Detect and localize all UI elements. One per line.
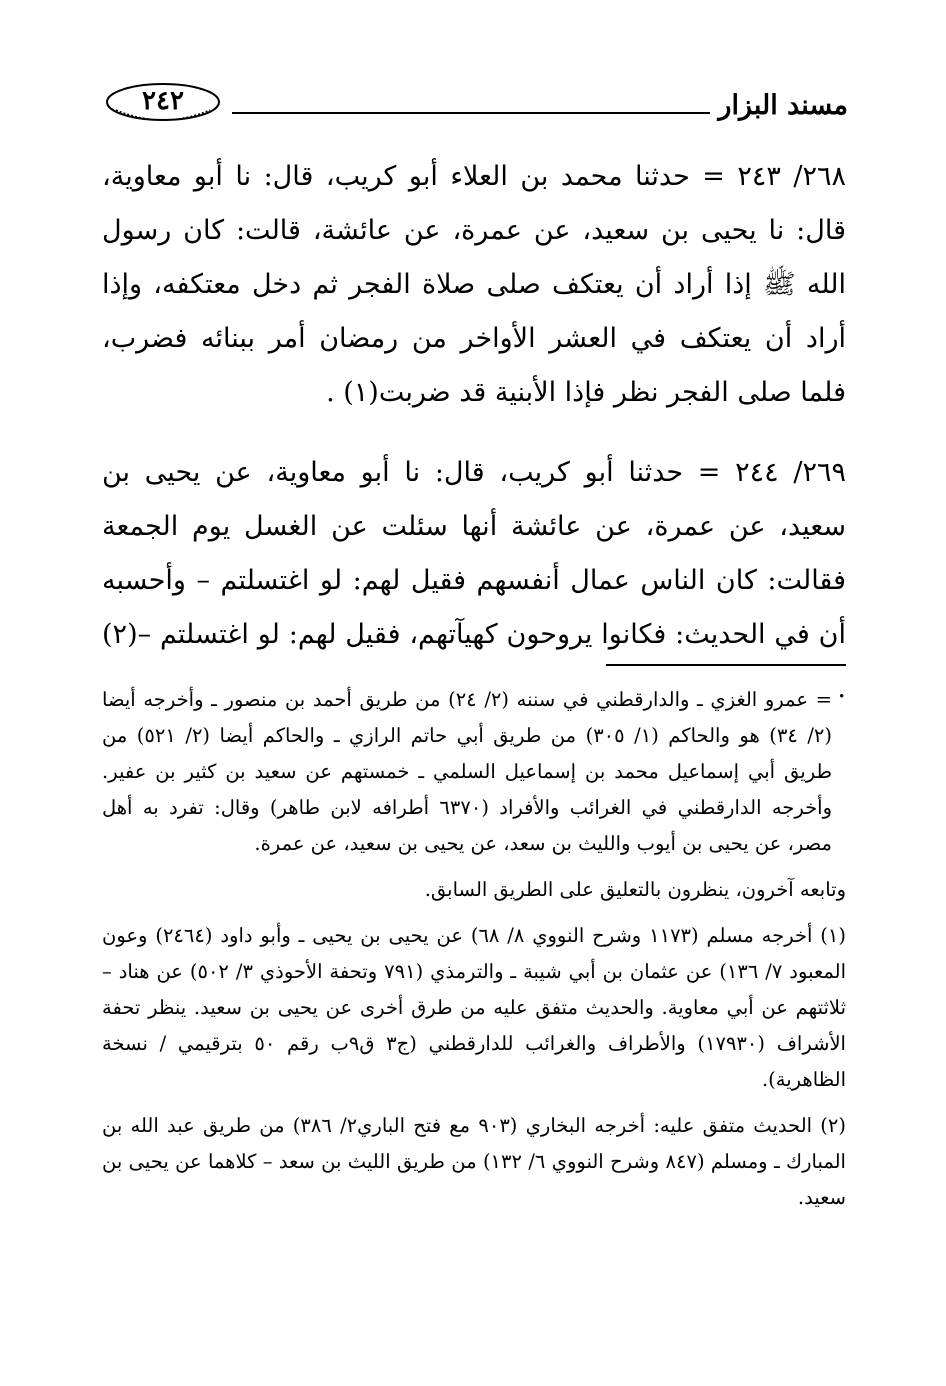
hadith-268: ٢٦٨/ ٢٤٣ = حدثنا محمد بن العلاء أبو كريب، قال: نا أبو معاوية، قال: نا يحيى بن سعيد، عن عمرة، عن عائشة، قالت: كان رسول الله ﷺ إذا أراد أن يعتكف صلى صلاة الفجر ثم دخل معتكفه، وإذا أراد أن يعتكف في العشر الأواخر من رمضان أمر ببنائه فضرب، فلما صلى الفجر نظر فإذا الأبنية قد ضربت(١) .: [102, 161, 846, 408]
footnote-continuation: = عمرو الغزي ـ والدارقطني في سننه (٢/ ٢٤) من طريق أحمد بن منصور ـ وأخرجه أيضا (٢/ ٣٤) هو والحاكم (١/ ٣٠٥) من طريق أبي حاتم الرازي ـ والحاكم أيضا (٢/ ٥٢١) من طريق أبي إسماعيل محمد بن إسماعيل السلمي ـ خمستهم عن سعيد بن كثير بن عفير. وأخرجه الدارقطني في الغرائب والأفراد (٦٣٧٠ أطرافه لابن طاهر) وقال: تفرد به أهل مصر، عن يحيى بن أيوب والليث بن سعد، عن يحيى بن سعيد، عن عمرة.: [102, 688, 833, 855]
page-number-badge: [102, 80, 224, 124]
footnotes: [102, 682, 846, 1216]
footnote-2: (٢) الحديث متفق عليه: أخرجه البخاري (٩٠٣ مع فتح الباري٢/ ٣٨٦) من طريق عبد الله بن المبارك ـ ومسلم (٨٤٧ وشرح النووي ٦/ ١٣٢) من طريق الليث بن سعد – كلاهما عن يحيى بن سعيد.: [102, 1114, 847, 1209]
page-header: [100, 78, 848, 128]
footnote-follow-note: وتابعه آخرون، ينظرون بالتعليق على الطريق السابق.: [424, 878, 846, 901]
footnote-separator: [606, 664, 846, 666]
page-number: ٢٤٢: [142, 86, 184, 116]
main-text: [102, 150, 846, 716]
header-rule: [232, 112, 710, 114]
footnote-1: (١) أخرجه مسلم (١١٧٣ وشرح النووي ٨/ ٦٨) عن يحيى بن يحيى ـ وأبو داود (٢٤٦٤) وعون المعبود ٧/ ١٣٦) عن عثمان بن أبي شيبة ـ والترمذي (٧٩١ وتحفة الأحوذي ٣/ ٥٠٢) عن هناد – ثلاثتهم عن أبي معاوية. والحديث متفق عليه من طرق أخرى عن يحيى بن سعيد. ينظر تحفة الأشراف (١٧٩٣٠) والأطراف والغرائب للدارقطني (ج٣ ق٩ب رقم ٥٠ بترقيمي / نسخة الظاهرية).: [102, 924, 847, 1091]
hadith-269: ٢٦٩/ ٢٤٤ = حدثنا أبو كريب، قال: نا أبو معاوية، عن يحيى بن سعيد، عن عمرة، عن عائشة أنها سئلت عن الغسل يوم الجمعة فقالت: كان الناس عمال أنفسهم فقيل لهم: لو اغتسلتم – وأحسبه أن في الحديث: فكانوا يروحون كهيآتهم، فقيل لهم: لو اغتسلتم –(٢) .: [102, 457, 846, 704]
book-title: مسند البزار: [718, 90, 848, 121]
